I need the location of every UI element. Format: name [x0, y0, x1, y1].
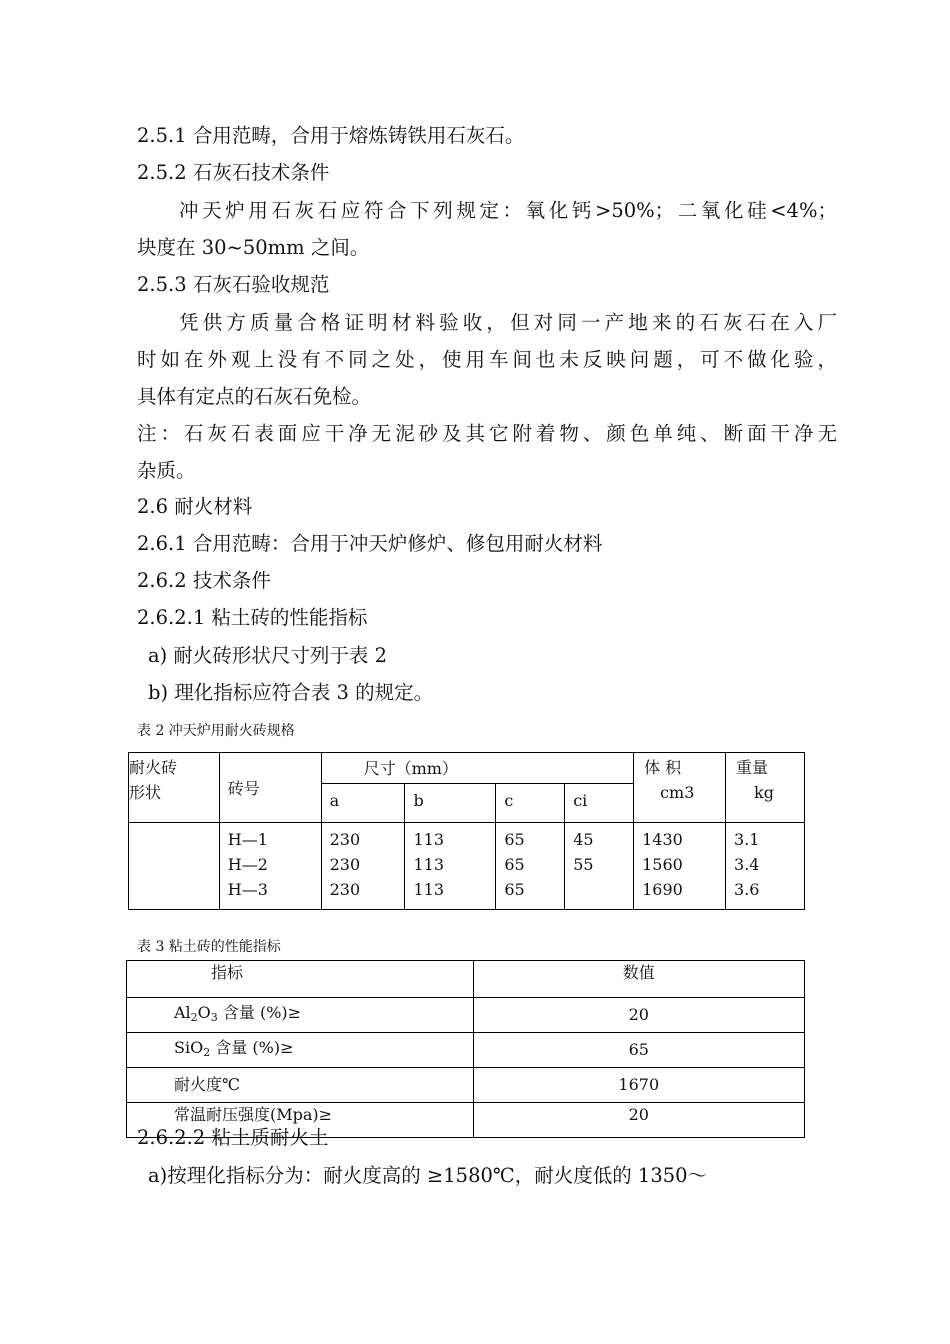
section-heading: 2.6.2.1 粘土砖的性能指标: [137, 606, 368, 629]
section-heading: 2.5.3 石灰石验收规范: [137, 273, 330, 296]
cell-index: 常温耐压强度(Mpa)≥: [127, 1103, 474, 1138]
paragraph: 凭供方质量合格证明材料验收，但对同一产地来的石灰石在入厂: [179, 311, 837, 334]
table-header-row: [127, 961, 805, 998]
section-heading: 2.6.2.2 粘土质耐火土: [137, 1126, 329, 1149]
cell-shape: [129, 823, 220, 910]
header-cell-ci: ci: [565, 784, 634, 823]
cell-weight: 3.1 3.4 3.6: [726, 823, 805, 910]
note: 注：石灰石表面应干净无泥砂及其它附着物、颜色单纯、断面干净无: [137, 422, 837, 445]
list-item: b) 理化指标应符合表 3 的规定。: [148, 681, 434, 704]
table-caption: 表 2 冲天炉用耐火砖规格: [137, 723, 295, 739]
list-item: a)按理化指标分为：耐火度高的 ≥1580℃，耐火度低的 1350～: [148, 1164, 708, 1187]
paragraph: 冲天炉用石灰石应符合下列规定：氧化钙>50%；二氧化硅<4%；: [179, 199, 837, 222]
section-heading: 2.6.2 技术条件: [137, 569, 271, 592]
cell-b: 113 113 113: [405, 823, 496, 910]
cell-c: 65 65 65: [496, 823, 565, 910]
header-cell-no: 砖号: [219, 753, 321, 823]
brick-spec-table: [128, 752, 805, 910]
paragraph: 时如在外观上没有不同之处，使用车间也未反映问题，可不做化验，: [137, 348, 837, 371]
header-cell-weight: 重量 kg: [726, 753, 805, 823]
header-cell-value: 数值: [473, 961, 804, 998]
cell-index: 耐火度℃: [127, 1068, 474, 1103]
cell-value: 20: [473, 1103, 804, 1138]
section-heading: 2.6 耐火材料: [137, 495, 253, 518]
cell-no: H—1 H—2 H—3: [219, 823, 321, 910]
header-cell-b: b: [405, 784, 496, 823]
header-cell-size: 尺寸（mm）: [321, 753, 634, 784]
cell-value: 1670: [473, 1068, 804, 1103]
paragraph: 具体有定点的石灰石免检。: [137, 385, 372, 408]
table-row: [127, 998, 805, 1033]
header-cell-index: 指标: [127, 961, 474, 998]
brick-performance-table: [126, 960, 805, 1138]
table-row: [129, 823, 805, 910]
section-heading: 2.5.2 石灰石技术条件: [137, 161, 330, 184]
list-item: a) 耐火砖形状尺寸列于表 2: [148, 644, 388, 667]
cell-volume: 1430 1560 1690: [634, 823, 726, 910]
table-caption: 表 3 粘土砖的性能指标: [137, 939, 281, 955]
cell-index: $Al_2O_3$ 含量 (%)≥: [127, 998, 474, 1033]
header-cell-a: a: [321, 784, 405, 823]
cell-value: 65: [473, 1033, 804, 1068]
cell-ci: 45 55: [565, 823, 634, 910]
header-cell-volume: 体 积 cm3: [634, 753, 726, 823]
cell-index: SiO$_2$ 含量 (%)≥: [127, 1033, 474, 1068]
cell-value: 20: [473, 998, 804, 1033]
note: 杂质。: [137, 459, 196, 482]
header-cell-shape: 耐火砖 形状: [129, 753, 220, 823]
paragraph: 块度在 30~50mm 之间。: [137, 236, 370, 259]
cell-a: 230 230 230: [321, 823, 405, 910]
paragraph: 2.6.1 合用范畴：合用于冲天炉修炉、修包用耐火材料: [137, 532, 603, 555]
header-cell-c: c: [496, 784, 565, 823]
table-row: [127, 1033, 805, 1068]
paragraph: 2.5.1 合用范畴，合用于熔炼铸铁用石灰石。: [137, 124, 525, 147]
table-row: [127, 1068, 805, 1103]
